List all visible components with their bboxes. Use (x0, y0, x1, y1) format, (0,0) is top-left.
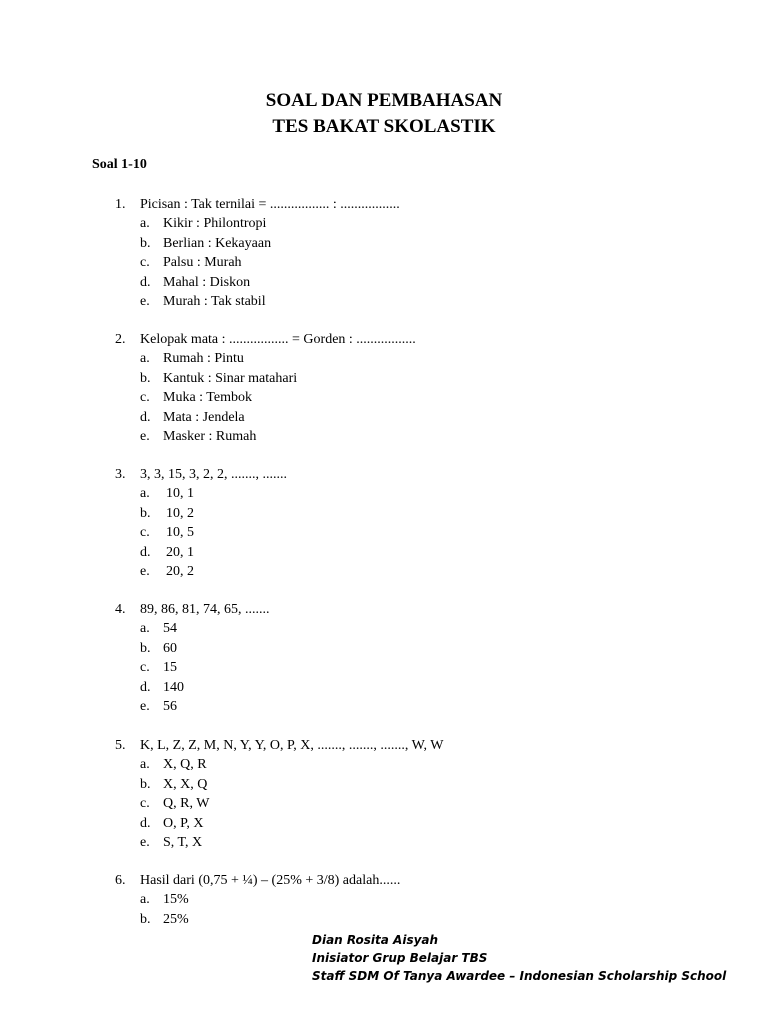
option-d (0, 543, 768, 562)
option-text: Palsu : Murah (163, 255, 242, 271)
option-text: 10, 5 (166, 525, 194, 541)
question-text: 3, 3, 15, 3, 2, 2, ......., ....... (140, 467, 287, 482)
option-c (0, 253, 768, 272)
option-text: 10, 1 (166, 486, 194, 502)
option-b (0, 639, 768, 658)
option-b (0, 369, 768, 388)
option-text: Masker : Rumah (163, 428, 257, 444)
question-number: 5. (115, 738, 126, 753)
option-b (0, 910, 768, 929)
option-text: S, T, X (163, 834, 203, 850)
option-letter: b. (140, 370, 151, 386)
option-letter: b. (140, 776, 151, 792)
option-b (0, 775, 768, 794)
option-a (0, 890, 768, 909)
question-stem (0, 600, 768, 619)
option-text: Kikir : Philontropi (163, 216, 267, 232)
option-letter: e. (140, 834, 150, 850)
option-text: 25% (163, 911, 189, 927)
option-text: X, Q, R (163, 757, 207, 773)
option-letter: a. (140, 216, 150, 232)
option-letter: c. (140, 390, 150, 406)
option-letter: e. (140, 563, 150, 579)
option-letter: a. (140, 486, 150, 502)
option-text: Murah : Tak stabil (163, 293, 266, 309)
option-letter: b. (140, 911, 151, 927)
option-e (0, 292, 768, 311)
question-text: 89, 86, 81, 74, 65, ....... (140, 602, 270, 617)
option-letter: e. (140, 293, 150, 309)
option-a (0, 214, 768, 233)
question-text: Picisan : Tak ternilai = ................. : ................. (140, 197, 400, 212)
question-3 (0, 465, 768, 581)
option-d (0, 408, 768, 427)
question-stem (0, 195, 768, 214)
question-5 (0, 736, 768, 852)
option-letter: d. (140, 815, 151, 831)
option-letter: a. (140, 351, 150, 367)
option-letter: b. (140, 640, 151, 656)
option-text: 54 (163, 621, 177, 637)
question-text: Hasil dari (0,75 + ¼) – (25% + 3/8) adalah...... (140, 873, 401, 888)
option-text: 56 (163, 698, 177, 714)
section-heading: Soal 1-10 (92, 157, 147, 172)
option-letter: a. (140, 621, 150, 637)
option-text: 15 (163, 660, 177, 676)
title-line-1: SOAL DAN PEMBAHASAN (265, 90, 503, 111)
question-stem (0, 736, 768, 755)
option-letter: c. (140, 660, 150, 676)
option-text: Kantuk : Sinar matahari (163, 370, 298, 386)
option-c (0, 658, 768, 677)
question-number: 3. (115, 467, 126, 482)
question-stem (0, 465, 768, 484)
option-c (0, 388, 768, 407)
option-d (0, 273, 768, 292)
option-text: Q, R, W (163, 796, 210, 812)
option-letter: d. (140, 679, 151, 695)
option-text: 20, 1 (166, 544, 194, 560)
option-letter: d. (140, 409, 151, 425)
question-number: 2. (115, 332, 126, 347)
option-letter: b. (140, 235, 151, 251)
option-text: 15% (163, 892, 189, 908)
option-d (0, 678, 768, 697)
option-letter: c. (140, 796, 150, 812)
option-e (0, 697, 768, 716)
question-2 (0, 330, 768, 446)
option-c (0, 794, 768, 813)
question-number: 6. (115, 873, 126, 888)
option-text: 140 (163, 679, 184, 695)
option-letter: d. (140, 544, 151, 560)
question-4 (0, 600, 768, 716)
question-6 (0, 871, 768, 929)
option-letter: d. (140, 274, 151, 290)
option-text: O, P, X (163, 815, 204, 831)
question-stem (0, 871, 768, 890)
option-e (0, 562, 768, 581)
option-text: Mata : Jendela (163, 409, 245, 425)
option-text: Mahal : Diskon (163, 274, 251, 290)
option-c (0, 523, 768, 542)
option-text: X, X, Q (163, 776, 208, 792)
option-letter: c. (140, 525, 150, 541)
option-text: 60 (163, 640, 177, 656)
option-a (0, 755, 768, 774)
question-text: Kelopak mata : ................. = Gorden : ................. (140, 332, 416, 347)
option-a (0, 349, 768, 368)
question-stem (0, 330, 768, 349)
document-title (0, 88, 768, 140)
option-letter: c. (140, 255, 150, 271)
option-b (0, 234, 768, 253)
option-d (0, 814, 768, 833)
option-b (0, 504, 768, 523)
option-text: Muka : Tembok (163, 390, 252, 406)
option-letter: e. (140, 428, 150, 444)
option-letter: e. (140, 698, 150, 714)
page-footer (312, 931, 726, 985)
option-e (0, 833, 768, 852)
option-text: 10, 2 (166, 505, 194, 521)
option-e (0, 427, 768, 446)
question-number: 4. (115, 602, 126, 617)
option-text: Rumah : Pintu (163, 351, 244, 367)
option-letter: a. (140, 757, 150, 773)
option-a (0, 619, 768, 638)
title-line-2: TES BAKAT SKOLASTIK (272, 116, 496, 137)
option-letter: a. (140, 892, 150, 908)
footer-role: Inisiator Grup Belajar TBS (312, 951, 488, 965)
question-1 (0, 195, 768, 311)
question-number: 1. (115, 197, 126, 212)
question-text: K, L, Z, Z, M, N, Y, Y, O, P, X, ......., ......., ......., W, W (140, 738, 444, 753)
footer-author: Dian Rosita Aisyah (312, 933, 439, 947)
option-letter: b. (140, 505, 151, 521)
option-a (0, 484, 768, 503)
option-text: Berlian : Kekayaan (163, 235, 272, 251)
footer-affiliation: Staff SDM Of Tanya Awardee – Indonesian Scholarship School (312, 969, 727, 983)
option-text: 20, 2 (166, 563, 194, 579)
